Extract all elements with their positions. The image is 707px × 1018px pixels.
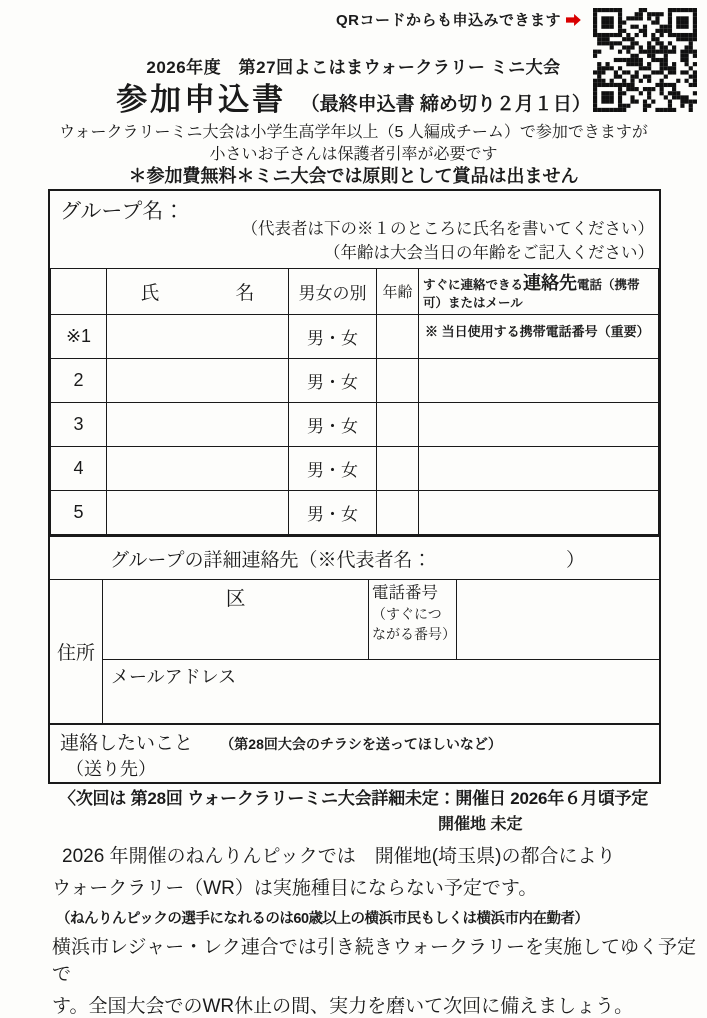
age-field — [377, 315, 419, 359]
group-notes — [242, 218, 655, 266]
nenrin-eligibility-note: （ねんりんピックの選手になれるのは60歳以上の横浜市民もしくは横浜市内在勤者） — [56, 911, 589, 927]
age-field — [377, 403, 419, 447]
name-field — [107, 491, 289, 535]
phone-label: 電話番号 — [372, 584, 438, 602]
member-row-4 — [51, 447, 659, 491]
contact-details-close-paren: ） — [565, 549, 585, 571]
continuation-line-2: す。全国大会でのWR休止の間、実力を磨いて次回に備えましょう。 — [52, 996, 634, 1017]
contact-field — [419, 359, 659, 403]
contact-header-rest: 電話（携帯可）またはメール — [423, 277, 640, 311]
row-number: 3 — [51, 403, 107, 447]
nenrin-line-2: ウォークラリー（WR）は実施種目にならない予定です。 — [52, 878, 538, 899]
footer-notes — [0, 784, 707, 1018]
next-event-line: 〈次回は 第28回 ウォークラリーミニ大会詳細未定：開催日 2026年６月頃予定 — [58, 789, 649, 808]
group-name-label: グループ名： — [60, 200, 185, 223]
address-top-row — [103, 580, 659, 660]
row-number: ※1 — [51, 315, 107, 359]
gender-options: 男・女 — [289, 403, 377, 447]
eligibility-note-1: ウォークラリーミニ大会は小学生高学年以上（5 人編成チーム）で参加できますが — [59, 124, 648, 141]
group-note-2: （年齢は大会当日の年齢をご記入ください） — [324, 243, 654, 262]
address-label: 住所 — [50, 580, 103, 723]
email-field: メールアドレス — [111, 667, 237, 687]
contact-details-box — [48, 535, 661, 725]
gender-options: 男・女 — [289, 359, 377, 403]
age-field — [377, 491, 419, 535]
contact-details-title — [50, 537, 659, 580]
age-field — [377, 359, 419, 403]
requests-note: （第28回大会のチラシを送ってほしいなど） — [220, 736, 502, 752]
col-header-name: 氏 名 — [107, 269, 289, 315]
gender-options: 男・女 — [289, 447, 377, 491]
phone-note: （すぐにつながる番号） — [372, 606, 456, 642]
contact-header-main: 連絡先 — [523, 272, 578, 293]
contact-field: ※ 当日使用する携帯電話番号（重要） — [419, 315, 659, 359]
continuation-line-1: 横浜市レジャー・レク連合では引き続きウォークラリーを実施してゆく予定で — [52, 937, 697, 985]
phone-field — [457, 580, 659, 659]
row-number: 4 — [51, 447, 107, 491]
members-table — [50, 268, 659, 535]
eligibility-note-2: 小さいお子さんは保護者引率が必要です — [209, 146, 498, 163]
contact-details-label: グループの詳細連絡先（※代表者名： — [110, 549, 432, 571]
member-row-3 — [51, 403, 659, 447]
deadline-note: （最終申込書 締め切り２月１日） — [300, 94, 591, 115]
col-header-contact — [419, 269, 659, 315]
address-section — [50, 580, 659, 723]
group-members-box — [48, 189, 661, 537]
contact-header-prefix: すぐに連絡できる — [423, 277, 524, 292]
col-header-gender: 男女の別 — [289, 269, 377, 315]
name-field — [107, 447, 289, 491]
col-header-number — [51, 269, 107, 315]
name-field — [107, 359, 289, 403]
phone-label-cell — [369, 580, 457, 659]
row-number: 5 — [51, 491, 107, 535]
address-main — [103, 580, 659, 723]
member-row-1 — [51, 315, 659, 359]
row-number: 2 — [51, 359, 107, 403]
requests-box — [48, 723, 661, 784]
form-title: 参加申込書 — [116, 82, 287, 117]
qr-note-text: QRコードからも申込みできます — [336, 12, 562, 29]
contact-field — [419, 491, 659, 535]
qr-note — [336, 9, 581, 30]
contact-field — [419, 447, 659, 491]
name-field — [107, 315, 289, 359]
sendto-label: （送り先） — [66, 759, 156, 779]
member-row-5 — [51, 491, 659, 535]
application-form — [48, 189, 661, 784]
member-row-2 — [51, 359, 659, 403]
gender-options: 男・女 — [289, 315, 377, 359]
group-name-section — [50, 191, 659, 268]
event-title-line: 2026年度 第27回よこはまウォークラリー ミニ大会 — [146, 58, 561, 77]
requests-label: 連絡したいこと — [60, 733, 194, 754]
group-note-1: （代表者は下の※１のところに氏名を書いてください） — [241, 220, 654, 238]
fee-note: ＊参加費無料＊ミニ大会では原則として賞品は出ません — [128, 166, 579, 186]
gender-options: 男・女 — [289, 491, 377, 535]
ward-field: 区 — [103, 580, 369, 659]
nenrin-line-1: 2026 年開催のねんりんピックでは 開催地(埼玉県)の都合により — [62, 846, 616, 867]
contact-field — [419, 403, 659, 447]
age-field — [377, 447, 419, 491]
form-title-row — [0, 74, 707, 119]
col-header-age: 年齢 — [377, 269, 419, 315]
name-field — [107, 403, 289, 447]
members-header-row — [51, 269, 659, 315]
venue-line: 開催地 未定 — [438, 816, 523, 833]
red-arrow-icon — [566, 13, 581, 27]
